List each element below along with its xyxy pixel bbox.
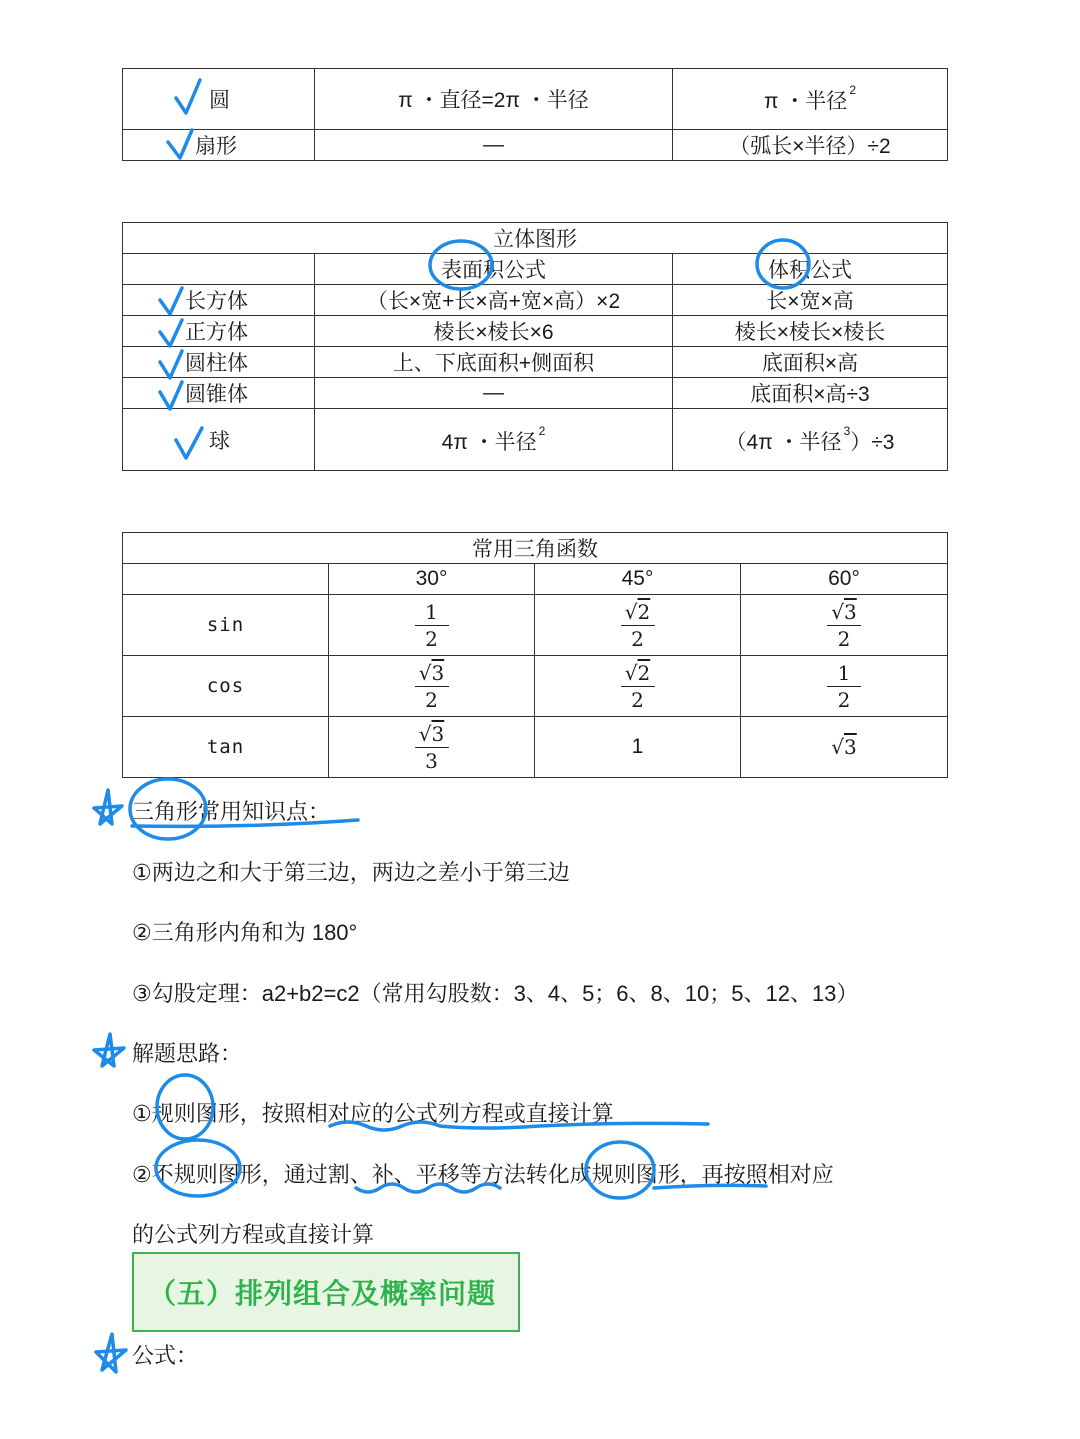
formula-label: 公式： bbox=[132, 1343, 199, 1368]
table-row: tan $\frac{√3}{3}$ 1 √3 bbox=[123, 717, 948, 778]
approach-point-2: ②不规则图形，通过割、补、平移等方法转化成规则图形，再按照相对应 bbox=[132, 1162, 834, 1187]
approach-point-1: ①规则图形，按照相对应的公式列方程或直接计算 bbox=[132, 1101, 614, 1126]
function-name: sin bbox=[123, 595, 329, 656]
perimeter-cell: — bbox=[315, 130, 673, 161]
table-row: sin $\frac{1}{2}$ $\frac{√2}{2}$ $\frac{√3}{2}$ bbox=[123, 595, 948, 656]
shape-name: 圆柱体 bbox=[185, 352, 248, 375]
shape-name: 扇形 bbox=[195, 135, 237, 158]
perimeter-cell: π ・直径=2π ・半径 bbox=[315, 69, 673, 130]
table-title: 立体图形 bbox=[123, 223, 948, 254]
section-title: （五）排列组合及概率问题 bbox=[132, 1252, 520, 1332]
star-icon bbox=[96, 1334, 126, 1372]
star-icon bbox=[94, 1034, 124, 1066]
shape-name: 圆 bbox=[209, 89, 230, 112]
angle-header: 60° bbox=[741, 564, 948, 595]
shape-name: 长方体 bbox=[185, 290, 248, 313]
function-name: tan bbox=[123, 717, 329, 778]
star-icon bbox=[94, 790, 122, 824]
triangle-point-3: ③勾股定理：a2+b2=c2（常用勾股数：3、4、5；6、8、10；5、12、13） bbox=[132, 981, 859, 1006]
triangle-heading: 三角形常用知识点： bbox=[132, 799, 331, 824]
table-row bbox=[123, 130, 948, 161]
table-row: 正方体 棱长×棱长×6 棱长×棱长×棱长 bbox=[123, 316, 948, 347]
table-row: 圆柱体 上、下底面积+侧面积 底面积×高 bbox=[123, 347, 948, 378]
column-header: 体积公式 bbox=[673, 254, 948, 285]
angle-header: 30° bbox=[329, 564, 535, 595]
table-row: 长方体 （长×宽+长×高+宽×高）×2 长×宽×高 bbox=[123, 285, 948, 316]
shape-name: 球 bbox=[209, 429, 230, 453]
triangle-point-2: ②三角形内角和为 180° bbox=[132, 920, 358, 945]
function-name: cos bbox=[123, 656, 329, 717]
table-row: 球 4π ・半径 $^2$ （4π ・半径 $^3$）÷3 bbox=[123, 409, 948, 471]
column-header: 表面积公式 bbox=[315, 254, 673, 285]
approach-point-2-cont: 的公式列方程或直接计算 bbox=[132, 1222, 375, 1247]
plane-shapes-table bbox=[122, 68, 948, 161]
shape-name: 圆锥体 bbox=[185, 383, 248, 406]
approach-heading: 解题思路： bbox=[132, 1041, 243, 1066]
table-title: 常用三角函数 bbox=[123, 533, 948, 564]
area-cell: π ・半径 $^2$ bbox=[673, 69, 948, 130]
angle-header: 45° bbox=[535, 564, 741, 595]
table-row bbox=[123, 69, 948, 130]
solid-shapes-table bbox=[122, 222, 948, 471]
area-cell: （弧长×半径）÷2 bbox=[673, 130, 948, 161]
triangle-point-1: ①两边之和大于第三边，两边之差小于第三边 bbox=[132, 860, 570, 885]
table-row: 圆锥体 — 底面积×高÷3 bbox=[123, 378, 948, 409]
trig-table bbox=[122, 532, 948, 778]
table-row: cos $\frac{√3}{2}$ $\frac{√2}{2}$ $\frac{1}{2}$ bbox=[123, 656, 948, 717]
shape-name: 正方体 bbox=[185, 321, 248, 344]
